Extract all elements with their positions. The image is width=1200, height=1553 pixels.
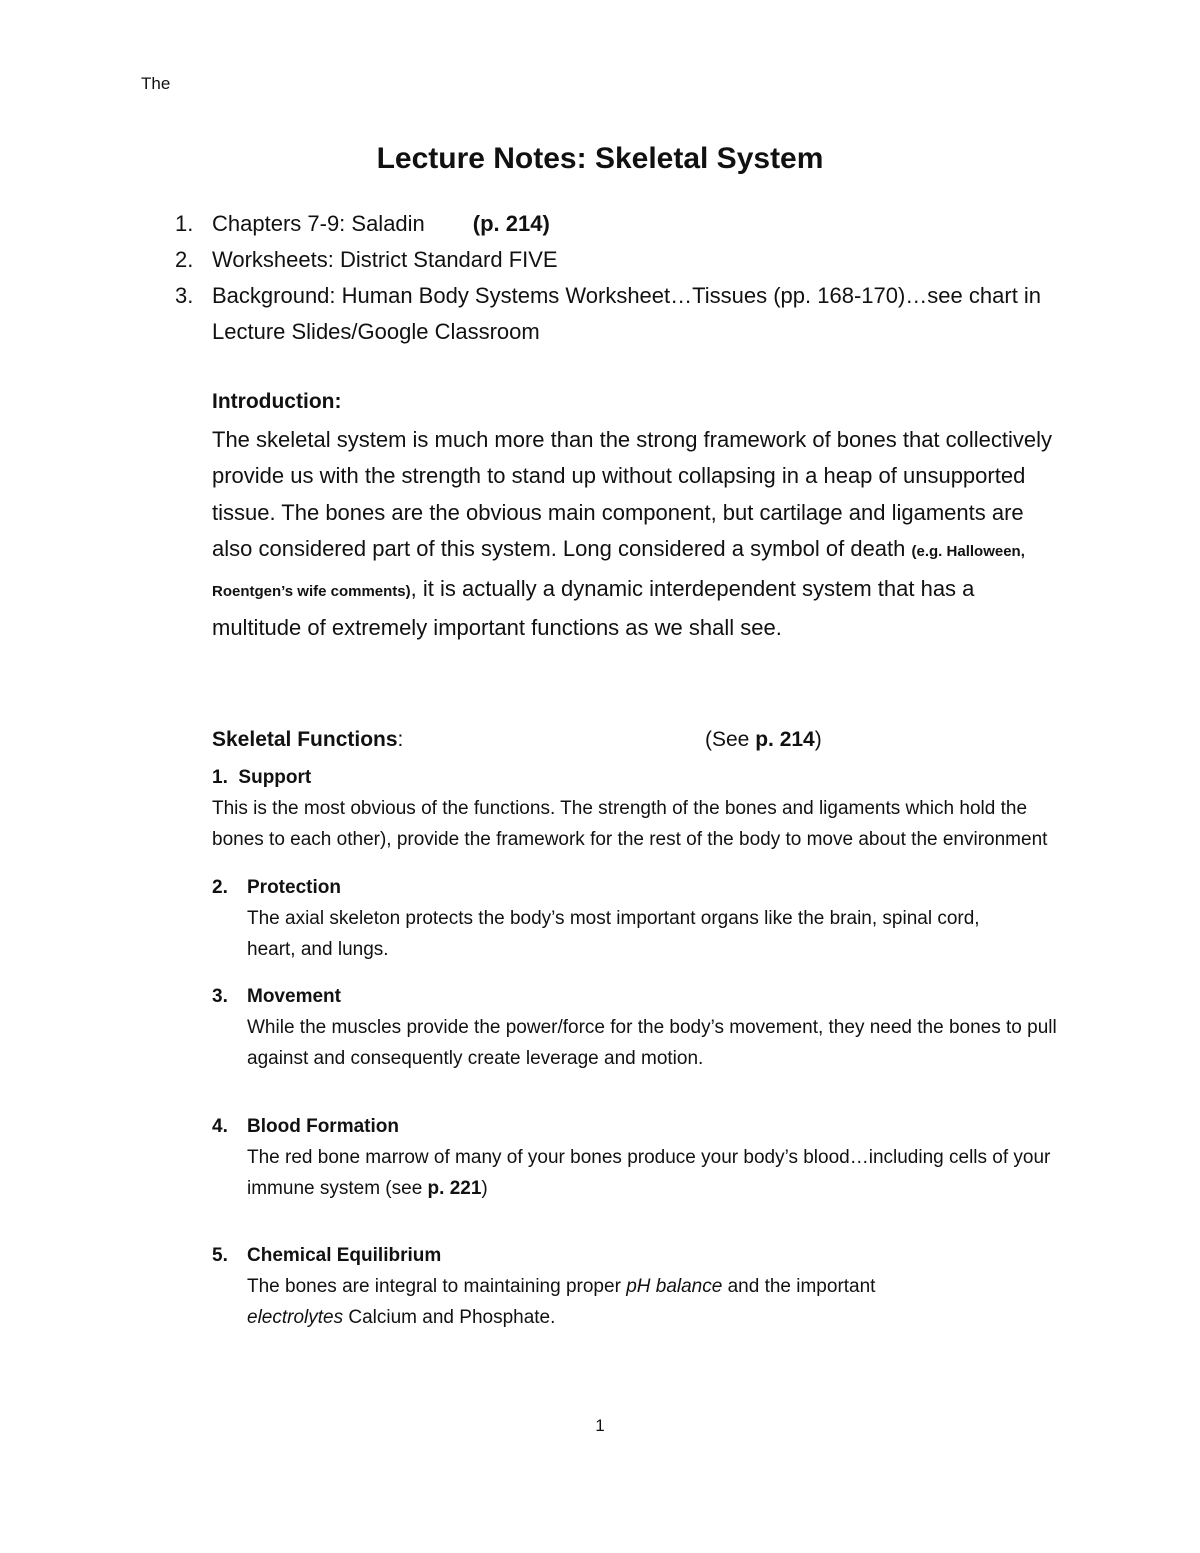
reference-item: [175, 242, 1075, 278]
function-text: The red bone marrow of many of your bones produce your body’s blood…including cells of your immune system (see: [247, 1147, 1051, 1199]
functions-heading: [212, 728, 403, 752]
running-header: The: [141, 74, 171, 93]
function-description: The axial skeleton protects the body’s most important organs like the brain, spinal cord, heart, and lungs.: [247, 908, 980, 960]
introduction-examples: Halloween, Roentgen’s wife comments: [212, 543, 1025, 600]
page-title: Lecture Notes: Skeletal System: [376, 142, 824, 175]
introduction-section: [212, 388, 1062, 646]
see-prefix: (See: [705, 728, 756, 751]
functions-heading-row: [212, 728, 1082, 762]
reference-item: [175, 278, 1075, 350]
skeletal-functions-section: [212, 728, 1082, 1333]
reference-number: 2.: [175, 247, 194, 272]
function-title: [212, 762, 1082, 793]
see-page: p. 214: [755, 728, 815, 751]
function-title-text: Support: [238, 767, 312, 788]
see-suffix: ): [814, 728, 822, 751]
functions-page-reference: [705, 728, 822, 752]
function-term-electrolytes: electrolytes: [247, 1307, 344, 1328]
function-text: Calcium and Phosphate.: [343, 1307, 556, 1328]
function-number: 2.: [212, 877, 228, 898]
function-text-end: ): [481, 1178, 488, 1199]
reference-list: [175, 206, 1075, 350]
function-item-protection: [212, 872, 1082, 965]
function-page-ref: p. 221: [427, 1178, 482, 1199]
function-item-chemical-equilibrium: [212, 1240, 1082, 1333]
introduction-body: [212, 422, 1062, 646]
function-title: Blood Formation: [247, 1116, 399, 1137]
reference-text: Chapters 7-9: Saladin: [212, 211, 425, 236]
introduction-paren-close: ): [405, 582, 411, 600]
reference-text: Background: Human Body Systems Worksheet…Tissues (pp. 168-170)…see chart in Lecture Slides/Google Classroom: [212, 283, 1042, 344]
function-number: 4.: [212, 1116, 228, 1137]
reference-number: 3.: [175, 283, 194, 308]
function-description: [247, 1142, 1082, 1204]
function-title: Protection: [247, 877, 341, 898]
functions-heading-text: Skeletal Functions: [212, 728, 398, 751]
reference-item: [175, 206, 1075, 242]
function-item-blood-formation: [212, 1111, 1082, 1204]
function-number: 3.: [212, 986, 228, 1007]
function-description: While the muscles provide the power/force for the body’s movement, they need the bones to pull against and consequently create leverage and motion.: [247, 1017, 1057, 1069]
functions-heading-colon: :: [397, 728, 404, 751]
function-number: 5.: [212, 1245, 228, 1266]
function-title: Chemical Equilibrium: [247, 1245, 442, 1266]
function-title: Movement: [247, 986, 341, 1007]
introduction-text-continued: , it is actually a dynamic interdependent system that has a multitude of extremely important functions as we shall see.: [212, 575, 975, 641]
introduction-heading: Introduction:: [212, 390, 342, 413]
page-number: 1: [595, 1416, 605, 1435]
reference-text: Worksheets: District Standard FIVE: [212, 247, 558, 272]
function-term-ph: pH balance: [626, 1276, 723, 1297]
function-text: The bones are integral to maintaining proper: [247, 1276, 627, 1297]
reference-number: 1.: [175, 211, 194, 236]
function-number: 1.: [212, 767, 228, 788]
introduction-paren-open: (e.g.: [911, 543, 947, 561]
reference-page: (p. 214): [472, 211, 550, 236]
function-description: [247, 1271, 1082, 1333]
function-item-support: [212, 762, 1082, 855]
function-text: and the important: [722, 1276, 876, 1297]
function-item-movement: [212, 981, 1082, 1074]
introduction-text: The skeletal system is much more than the strong framework of bones that collectively provide us with the strength to stand up without collapsing in a heap of unsupported tissue. The bones are the obvious main component, but cartilage and ligaments are also considered part of this system. Long considered a symbol of death: [212, 427, 1053, 562]
function-description: This is the most obvious of the functions. The strength of the bones and ligaments which hold the bones to each other), provide the framework for the rest of the body to move about the environment: [212, 798, 1048, 850]
